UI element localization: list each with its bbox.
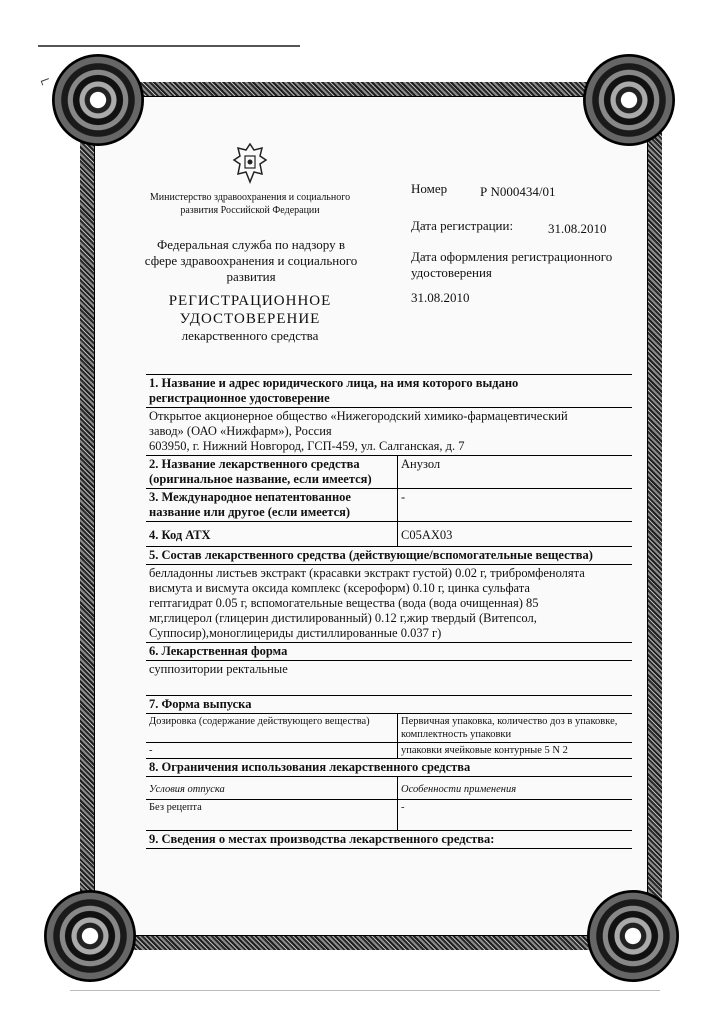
composition-line-2: висмута и висмута оксида комплекс (ксероформ) 0.10 г, цинка сульфата [149, 581, 530, 595]
section-1-line-1: Открытое акционерное общество «Нижегородский химико-фармацевтический [149, 409, 568, 423]
dispensing-column-header: Условия отпуска [146, 777, 398, 799]
section-5-value [146, 565, 632, 643]
section-8-title: 8. Ограничения использования лекарственного средства [146, 759, 632, 777]
section-8-header-row [146, 777, 632, 800]
coat-of-arms-icon [230, 140, 270, 188]
composition-line-3: гептагидрат 0.05 г, вспомогательные вещества (вода (вода очищенная) 85 [149, 596, 539, 610]
composition-line-5: Суппосир),моноглицериды дистиллированные 0.037 г) [149, 626, 442, 640]
section-9-title: 9. Сведения о местах производства лекарственного средства: [146, 831, 632, 849]
reg-date-value: 31.08.2010 [548, 221, 607, 236]
scan-artifact-mark: ⌐ [36, 68, 54, 92]
drug-name-value: Анузол [401, 457, 441, 471]
dosage-column-header: Дозировка (содержание действующего вещества) [146, 714, 398, 742]
document-title [150, 292, 350, 328]
dosage-value: - [146, 743, 398, 758]
number-value: Р N000434/01 [480, 184, 556, 199]
section-2-label-line-2: (оригинальное название, если имеется) [149, 472, 372, 486]
issue-date-label [411, 249, 612, 281]
reg-date-label: Дата регистрации: [411, 218, 514, 233]
composition-line-1: белладонны листьев экстракт (красавки экстракт густой) 0.02 г, трибромфенолята [149, 566, 585, 580]
certificate-table [146, 374, 632, 849]
section-6-title: 6. Лекарственная форма [146, 643, 632, 661]
section-2-row [146, 456, 632, 489]
usage-value: - [401, 802, 405, 813]
dispensing-value: Без рецепта [146, 800, 398, 830]
document-title-line-1: РЕГИСТРАЦИОННОЕ [168, 293, 332, 309]
packaging-column-header [398, 714, 632, 742]
section-1-title-line-2: регистрационное удостоверение [149, 391, 330, 405]
issue-date-label-line-2: удостоверения [411, 265, 492, 280]
section-5-title: 5. Состав лекарственного средства (действующие/вспомогательные вещества) [146, 547, 632, 565]
usage-column-header: Особенности применения [401, 784, 517, 795]
inn-value: - [401, 490, 406, 504]
document-title-line-2: УДОСТОВЕРЕНИЕ [179, 311, 321, 327]
scan-artifact-line [38, 45, 300, 47]
issue-date-label-line-1: Дата оформления регистрационного [411, 249, 613, 264]
corner-rosette-bottom-left [44, 890, 136, 982]
section-3-label-line-2: название или другое (если имеется) [149, 505, 351, 519]
dosage-form-value: суппозитории ректальные [146, 661, 632, 696]
atc-label: 4. Код АТХ [146, 522, 398, 546]
packaging-value: упаковки ячейковые контурные 5 N 2 [401, 745, 568, 756]
number-label: Номер [411, 181, 448, 196]
section-3-label-line-1: 3. Международное непатентованное [149, 490, 351, 504]
section-3-row [146, 489, 632, 522]
packaging-header-line-2: комплектность упаковки [401, 729, 512, 740]
document-subtitle: лекарственного средства [181, 328, 319, 343]
corner-rosette-top-left [52, 54, 144, 146]
issue-date-value: 31.08.2010 [411, 290, 470, 305]
section-8-value-row [146, 800, 632, 831]
section-1-title [146, 375, 632, 408]
section-7-header-row [146, 714, 632, 743]
section-1-line-3: 603950, г. Нижний Новгород, ГСП-459, ул. Салганская, д. 7 [149, 439, 465, 453]
scan-artifact-bottom-line [70, 990, 660, 991]
section-1-line-2: завод» (ОАО «Нижфарм»), Россия [149, 424, 332, 438]
service-name: Федеральная служба по надзору в сфере здравоохранения и социального развития [144, 237, 358, 284]
section-1-value [146, 408, 632, 456]
corner-rosette-top-right [583, 54, 675, 146]
section-7-value-row [146, 743, 632, 759]
section-7-title: 7. Форма выпуска [146, 696, 632, 714]
composition-line-4: мг,глицерол (глицерин дистилированный) 0.12 г,жир твердый (Витепсол, [149, 611, 537, 625]
section-3-label [146, 489, 398, 521]
atc-value: C05AX03 [401, 528, 453, 542]
section-2-label [146, 456, 398, 488]
section-2-label-line-1: 2. Название лекарственного средства [149, 457, 360, 471]
section-4-row [146, 522, 632, 547]
corner-rosette-bottom-right [587, 890, 679, 982]
packaging-header-line-1: Первичная упаковка, количество доз в упаковке, [401, 716, 618, 727]
section-1-title-line-1: 1. Название и адрес юридического лица, на имя которого выдано [149, 376, 519, 390]
ministry-name: Министерство здравоохранения и социального развития Российской Федерации [149, 192, 351, 216]
